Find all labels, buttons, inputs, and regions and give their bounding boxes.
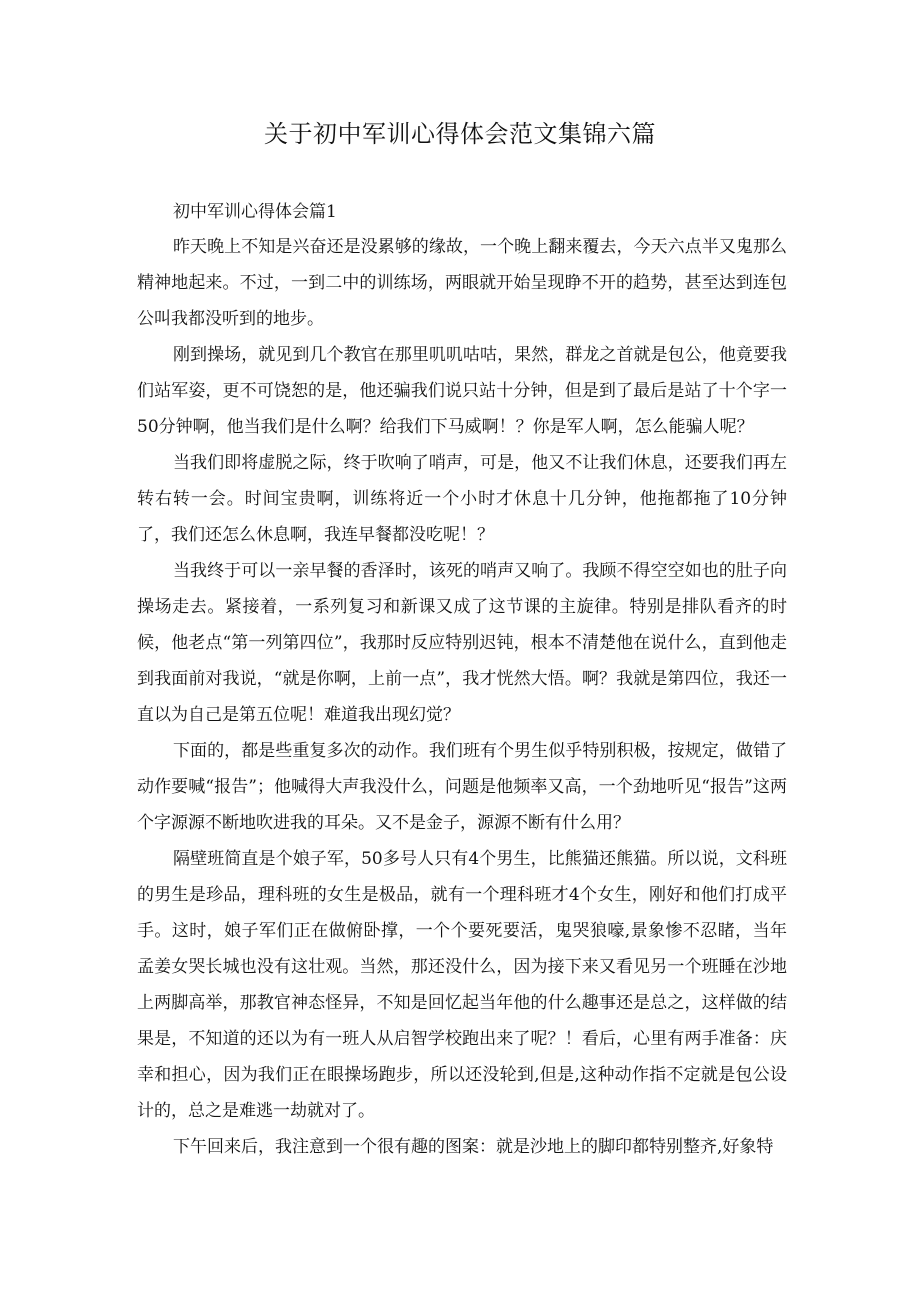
document-body: [137, 195, 787, 1165]
paragraph-3: 当我们即将虚脱之际，终于吹响了哨声，可是，他又不让我们休息，还要我们再左转右转一会。时间宝贵啊，训练将近一个小时才休息十几分钟，他拖都拖了10分钟了，我们还怎么休息啊，我连早餐都没吃呢！？: [137, 453, 787, 545]
paragraph-2: 刚到操场，就见到几个教官在那里叽叽咕咕，果然，群龙之首就是包公，他竟要我们站军姿，更不可饶恕的是，他还骗我们说只站十分钟，但是到了最后是站了十个字一50分钟啊，他当我们是什么啊？给我们下马威啊！？你是军人啊，怎么能骗人呢？: [137, 345, 787, 437]
paragraph-1: 昨天晚上不知是兴奋还是没累够的缘故，一个晚上翻来覆去，今天六点半又鬼那么精神地起来。不过，一到二中的训练场，两眼就开始呈现睁不开的趋势，甚至达到连包公叫我都没听到的地步。: [137, 237, 787, 329]
paragraph-6: 隔壁班简直是个娘子军，50多号人只有4个男生，比熊猫还熊猫。所以说，文科班的男生是珍品，理科班的女生是极品，就有一个理科班才4个女生，刚好和他们打成平手。这时，娘子军们正在做俯卧撑，一个个要死要活，鬼哭狼嚎,景象惨不忍睹，当年孟姜女哭长城也没有这壮观。当然，那还没什么，因为接下来又看见另一个班睡在沙地上两脚高举，那教官神态怪异，不知是回忆起当年他的什么趣事还是总之，这样做的结果是，不知道的还以为有一班人从启智学校跑出来了呢？！看后，心里有两手准备：庆幸和担心，因为我们正在眼操场跑步，所以还没轮到,但是,这种动作指不定就是包公设计的，总之是难逃一劫就对了。: [137, 849, 787, 1121]
section-heading: 初中军训心得体会篇1: [173, 202, 337, 222]
paragraph-7: 下午回来后，我注意到一个很有趣的图案：就是沙地上的脚印都特别整齐,好象特: [173, 1137, 774, 1157]
page-title: 关于初中军训心得体会范文集锦六篇: [264, 120, 656, 148]
paragraph-4: 当我终于可以一亲早餐的香泽时，该死的哨声又响了。我顾不得空空如也的肚子向操场走去。紧接着，一系列复习和新课又成了这节课的主旋律。特别是排队看齐的时候，他老点“第一列第四位”，我那时反应特别迟钝，根本不清楚他在说什么，直到他走到我面前对我说，“就是你啊，上前一点”，我才恍然大悟。啊？我就是第四位，我还一直以为自己是第五位呢！难道我出现幻觉？: [137, 561, 787, 725]
paragraph-5: 下面的，都是些重复多次的动作。我们班有个男生似乎特别积极，按规定，做错了动作要喊“报告”；他喊得大声我没什么，问题是他频率又高，一个劲地听见“报告”这两个字源源不断地吹进我的耳朵。又不是金子，源源不断有什么用？: [137, 741, 787, 833]
